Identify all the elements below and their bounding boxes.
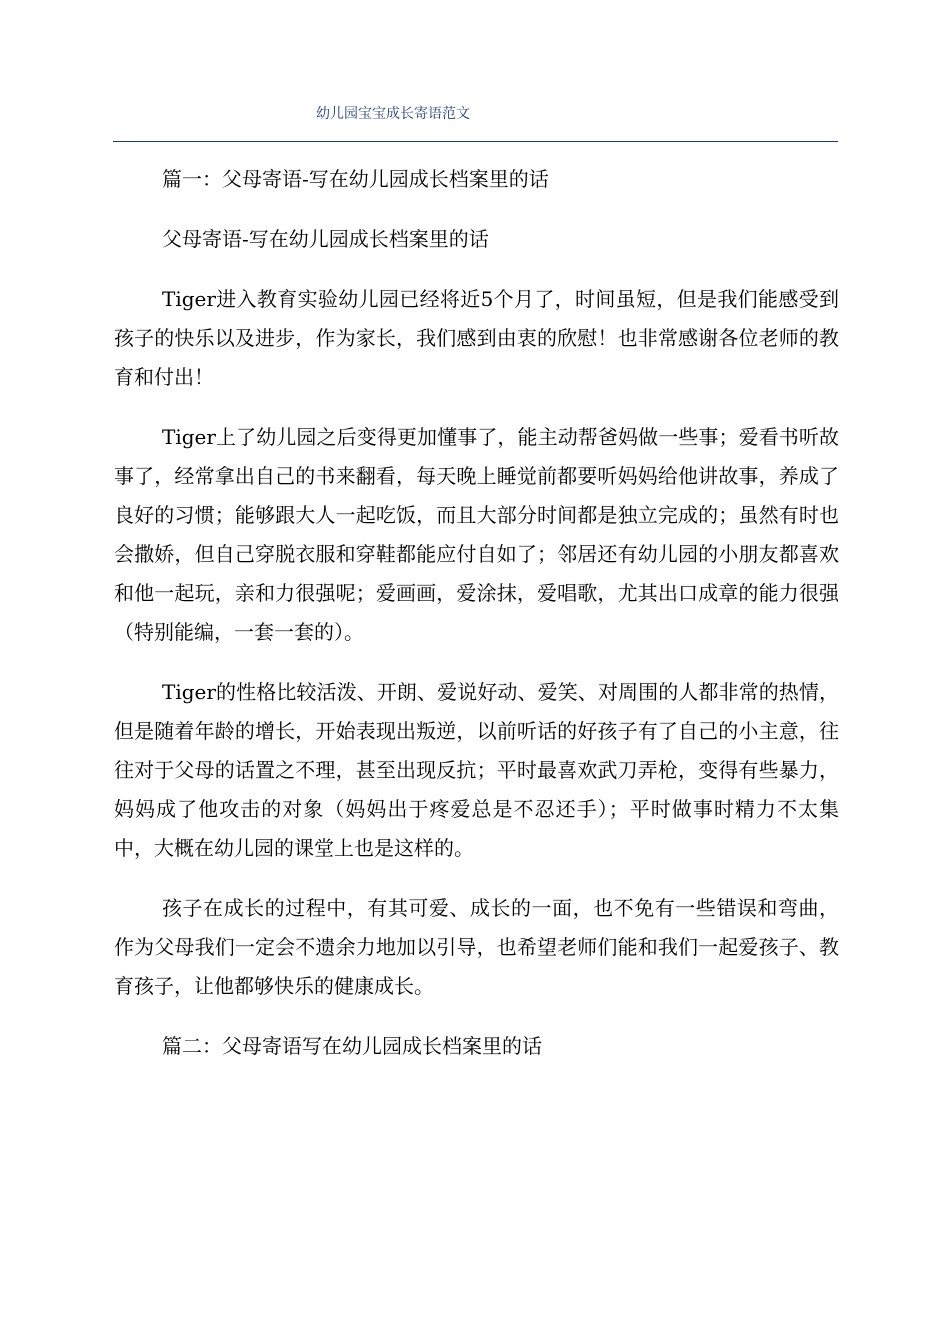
paragraph-2: Tiger上了幼儿园之后变得更加懂事了，能主动帮爸妈做一些事；爱看书听故事了，经常拿出自己的书来翻看，每天晚上睡觉前都要听妈妈给他讲故事，养成了良好的习惯；能够跟大人一起吃饭，而且大部分时间都是独立完成的；虽然有时也会撒娇，但自己穿脱衣服和穿鞋都能应付自如了；邻居还有幼儿园的小朋友都喜欢和他一起玩，亲和力很强呢；爱画画，爱涂抹，爱唱歌，尤其出口成章的能力很强（特别能编，一套一套的）。 [114,425,839,644]
section-heading-2: 篇二：父母寄语写在幼儿园成长档案里的话 [162,1034,542,1058]
document-body [114,160,839,1066]
paragraph-3: Tiger的性格比较活泼、开朗、爱说好动、爱笑、对周围的人都非常的热情，但是随着年龄的增长，开始表现出叛逆，以前听话的好孩子有了自己的小主意，往往对于父母的话置之不理，甚至出现反抗；平时最喜欢武刀弄枪，变得有些暴力，妈妈成了他攻击的对象（妈妈出于疼爱总是不忍还手）；平时做事时精力不太集中，大概在幼儿园的课堂上也是这样的。 [114,680,839,860]
header-divider [113,141,838,142]
subtitle: 父母寄语-写在幼儿园成长档案里的话 [162,227,489,251]
section-heading-1: 篇一：父母寄语-写在幼儿园成长档案里的话 [162,167,549,191]
paragraph-1: Tiger进入教育实验幼儿园已经将近5个月了，时间虽短，但是我们能感受到孩子的快乐以及进步，作为家长，我们感到由衷的欣慰！也非常感谢各位老师的教育和付出！ [114,287,839,389]
header-title: 幼儿园宝宝成长寄语范文 [316,106,470,122]
paragraph-4: 孩子在成长的过程中，有其可爱、成长的一面，也不免有一些错误和弯曲，作为父母我们一定会不遗余力地加以引导，也希望老师们能和我们一起爱孩子、教育孩子，让他都够快乐的健康成长。 [114,896,839,998]
